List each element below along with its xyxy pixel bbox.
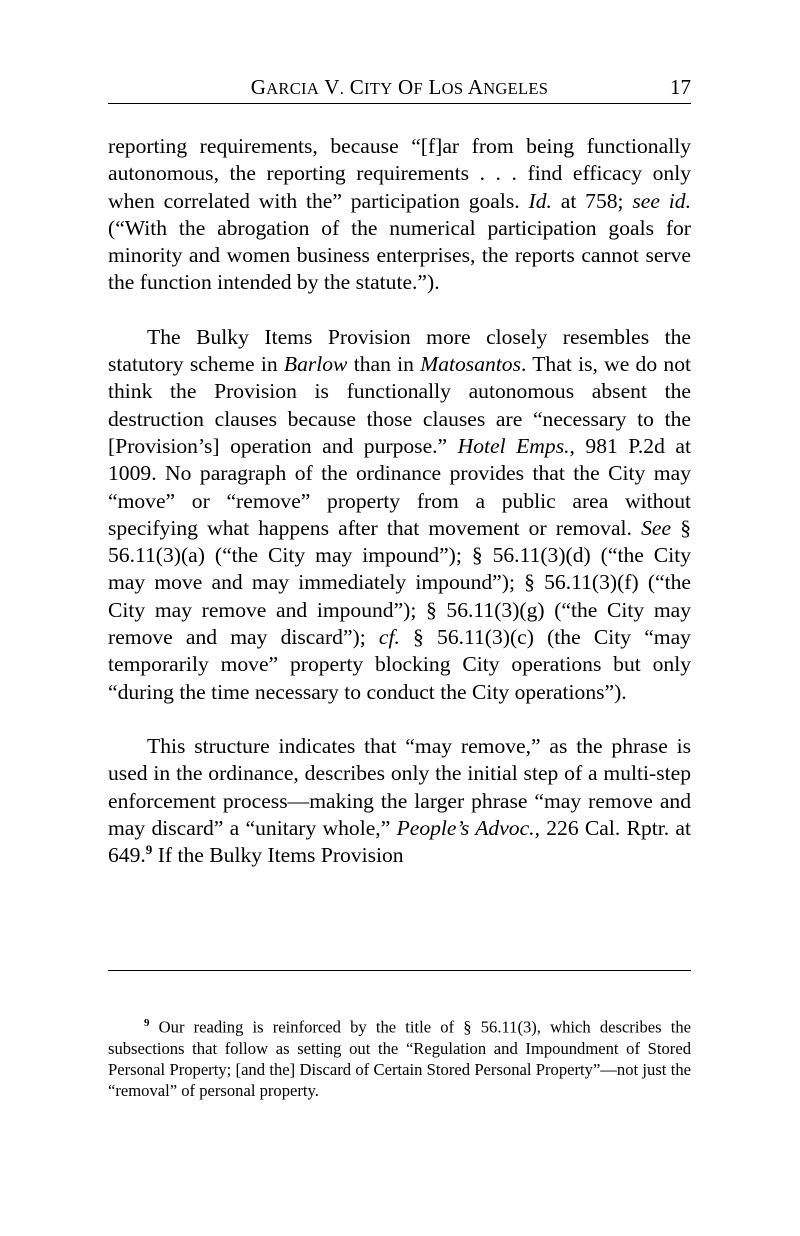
footnote-divider <box>108 970 691 971</box>
opinion-body <box>108 133 691 869</box>
page-number: 17 <box>670 75 691 99</box>
citation-id: Id. <box>528 188 552 213</box>
paragraph-2: The Bulky Items Provision more closely resembles the statutory scheme in Barlow than in Matosantos. That is, we do not think the Provision is functionally autonomous absent the destruction clauses because those clauses are “necessary to the [Provision’s] operation and purpose.” Hotel Emps., 981 P.2d at 1009. No paragraph of the ordinance provides that the City may “move” or “remove” property from a public area without specifying what happens after that movement or removal. See § 56.11(3)(a) (“the City may impound”); § 56.11(3)(d) (“the City may move and may immediately impound”); § 56.11(3)(f) (“the City may remove and impound”); § 56.11(3)(g) (“the City may remove and may discard”); cf. § 56.11(3)(c) (the City “may temporarily move” property blocking City operations but only “during the time necessary to conduct the City operations”). <box>108 324 691 704</box>
footnote-number: 9 <box>144 1017 150 1029</box>
signal-cf: cf. <box>378 625 400 650</box>
footnote-text: Our reading is reinforced by the title of § 56.11(3), which describes the subsections that follow as setting out the “Regulation and Impoundment of Stored Personal Property; [and the] Discard of Certain Stored Personal Property”—not just the “removal” of personal property. <box>108 1017 691 1100</box>
case-title <box>108 75 691 100</box>
case-name-matosantos: Matosantos <box>420 352 521 377</box>
case-name-barlow: Barlow <box>283 352 348 377</box>
signal-see: See <box>641 515 672 540</box>
case-name-peoples-advoc: People’s Advoc. <box>396 815 535 840</box>
paragraph-1: reporting requirements, because “[f]ar from being functionally autonomous, the reporting requirements . . . find efficacy only when correlated with the” participation goals. Id. at 758; see id. (“With the abrogation of the numerical participation goals for minority and women business enterprises, the reports cannot serve the function intended by the statute.”). <box>108 134 691 295</box>
footnote-reference[interactable]: 9 <box>145 841 153 857</box>
running-header <box>108 75 691 104</box>
footnote-9 <box>108 1013 691 1101</box>
citation-see-id: see id. <box>632 188 691 213</box>
paragraph-3: This structure indicates that “may remove,” as the phrase is used in the ordinance, describes only the initial step of a multi-step enforcement process—making the larger phrase “may remove and may discard” a “unitary whole,” People’s Advoc., 226 Cal. Rptr. at 649.$^9$ If the Bulky Items Provision <box>108 733 691 868</box>
case-title-text: GARCIA V. CITY OF LOS ANGELES <box>250 75 549 99</box>
case-name-hotel-emps: Hotel Emps. <box>457 433 570 458</box>
